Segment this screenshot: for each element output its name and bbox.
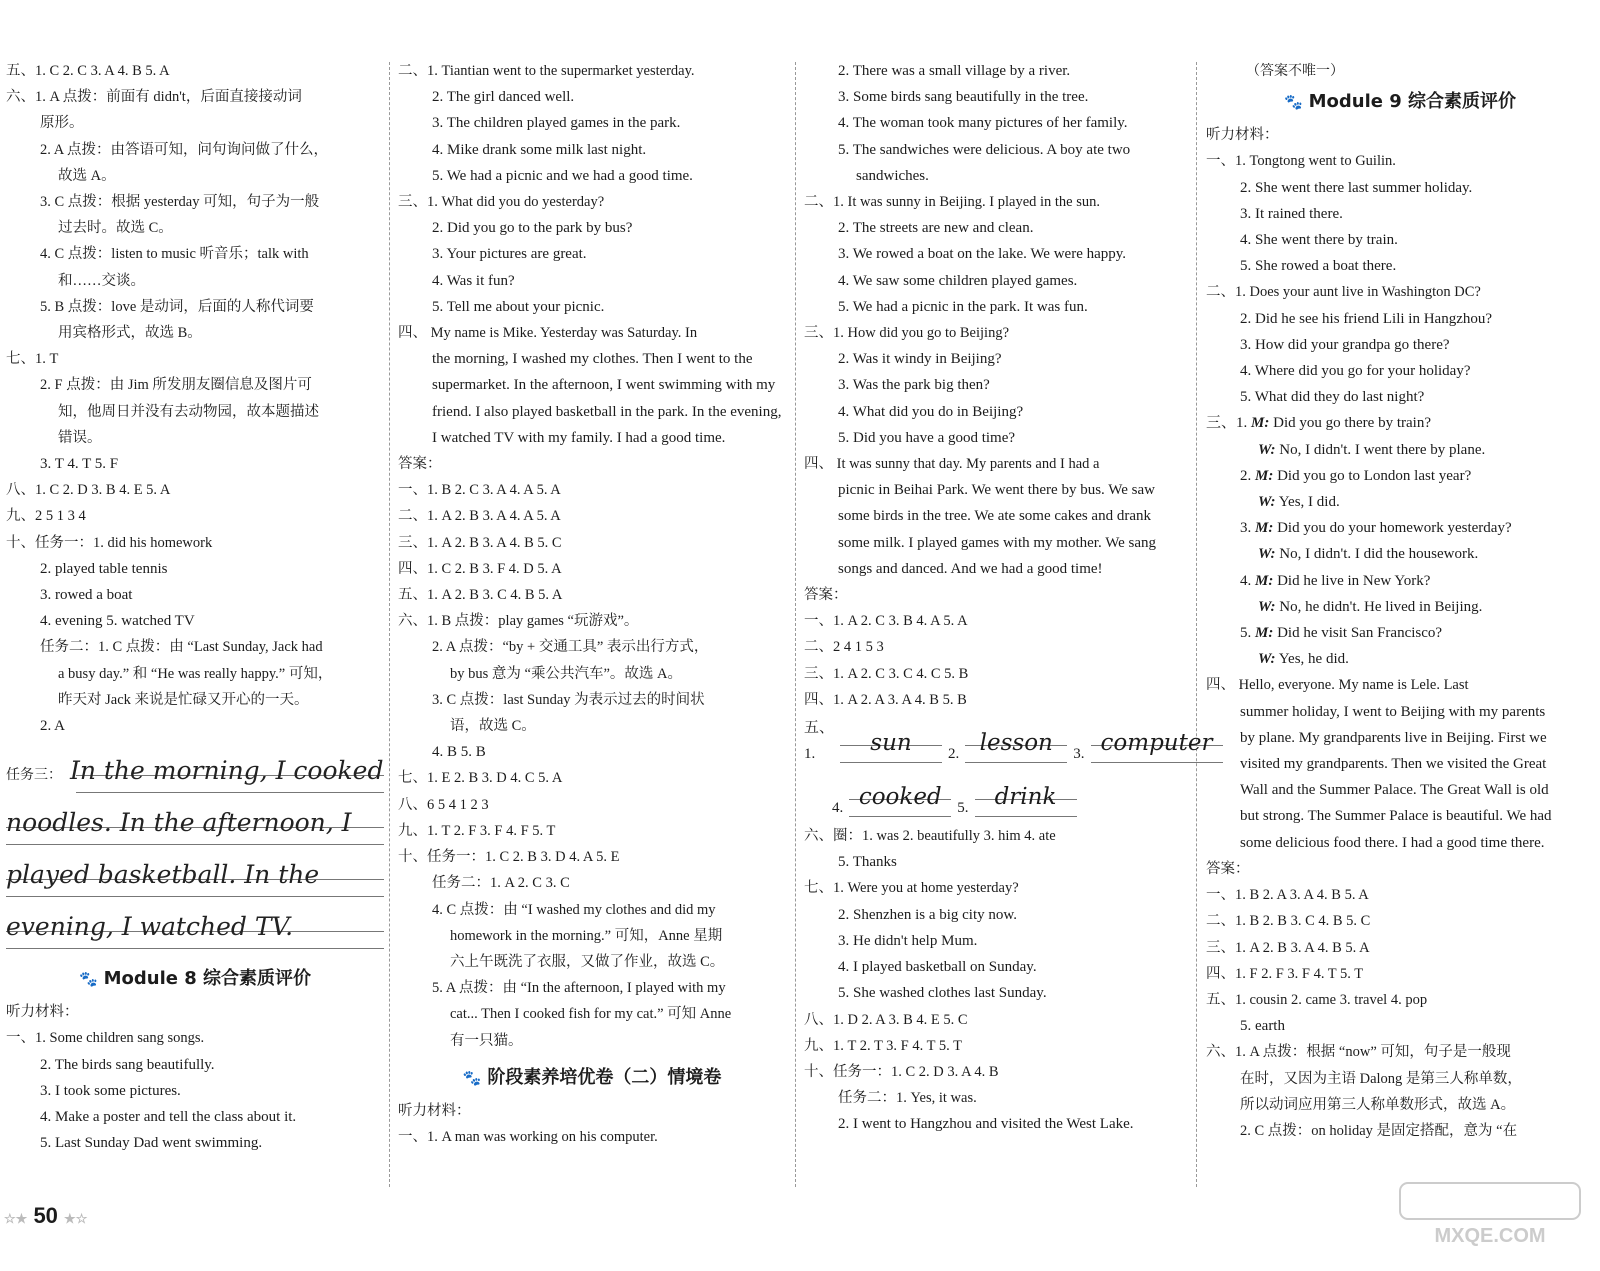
answer-line: 四、1. A 2. A 3. A 4. B 5. B xyxy=(804,691,967,708)
handwriting-word: lesson xyxy=(965,723,1067,767)
answer-line: some milk. I played games with my mother. We sang xyxy=(838,534,1157,551)
answer-column-1 xyxy=(6,58,384,1157)
answer-line: 答案： xyxy=(804,587,848,604)
handwriting-word: drink xyxy=(975,777,1077,821)
question-label: 3. xyxy=(1073,745,1085,762)
answer-line: 九、1. T 2. T 3. F 4. T 5. T xyxy=(804,1037,962,1054)
question-label: 4. xyxy=(832,799,844,816)
answer-line: 故选 A。 xyxy=(58,167,116,184)
answer-line: 2. Was it windy in Beijing? xyxy=(838,351,1002,368)
answer-line: 3. T 4. T 5. F xyxy=(40,456,119,473)
answer-line: 2. She went there last summer holiday. xyxy=(1240,179,1473,196)
answer-line: 错误。 xyxy=(58,429,102,446)
answer-line: 十、任务一：1. C 2. D 3. A 4. B xyxy=(804,1063,999,1080)
handwriting-line xyxy=(6,851,384,903)
section-title: 阶段素养培优卷（二）情境卷 xyxy=(487,1066,722,1088)
answer-line: 九、2 5 1 3 4 xyxy=(6,508,86,525)
answer-line: 4. B 5. B xyxy=(432,744,486,761)
answer-line: 五、1. C 2. C 3. A 4. B 5. A xyxy=(6,63,170,79)
answer-line: 七、1. E 2. B 3. D 4. C 5. A xyxy=(398,770,563,787)
answer-line: songs and danced. And we had a good time! xyxy=(838,560,1103,577)
answer-line: 有一只猫。 xyxy=(450,1032,523,1049)
speaker-label: M: xyxy=(1255,572,1274,589)
answer-line: 三、1. A 2. B 3. A 4. B 5. C xyxy=(398,534,562,551)
answer-line: 4. C 点拨：由 “I washed my clothes and did my xyxy=(432,901,716,918)
answer-line: 3. rowed a boat xyxy=(40,587,133,604)
speaker-label: M: xyxy=(1255,625,1274,642)
answer-line: supermarket. In the afternoon, I went swimming with my xyxy=(432,377,776,394)
answer-line: 5. earth xyxy=(1240,1018,1285,1035)
answer-line: 3. How did your grandpa go there? xyxy=(1240,336,1450,353)
answer-line: 过去时。故选 C。 xyxy=(58,220,173,237)
answer-line: 5. She washed clothes last Sunday. xyxy=(838,985,1047,1002)
answer-column-3 xyxy=(804,58,1213,1138)
answer-line: some delicious food there. I had a good time there. xyxy=(1240,834,1545,851)
answer-line: 七、1. T xyxy=(6,351,59,368)
answer-line: 5. Did you have a good time? xyxy=(838,429,1016,446)
answer-line: 所以动词应用第三人称单数形式，故选 A。 xyxy=(1240,1096,1516,1113)
answer-line: 二、2 4 1 5 3 xyxy=(804,639,884,656)
answer-line: summer holiday, I went to Beijing with my parents xyxy=(1240,703,1546,720)
answer-line: 4. evening 5. watched TV xyxy=(40,613,195,630)
answer-line: 任务二：1. A 2. C 3. C xyxy=(432,875,570,892)
answer-note: （答案不唯一） xyxy=(1246,63,1344,79)
answer-line: 任务二：1. Yes, it was. xyxy=(838,1090,977,1107)
answer-line: picnic in Beihai Park. We went there by bus. We saw xyxy=(838,482,1155,499)
answer-line: 答案： xyxy=(398,456,442,473)
task3-label: 任务三： xyxy=(6,767,62,784)
answer-line: 5. We had a picnic in the park. It was fun. xyxy=(838,298,1088,315)
column-divider xyxy=(795,62,796,1187)
dialog-text: 5. xyxy=(1240,625,1255,642)
dialog-line xyxy=(1206,620,1594,646)
star-icon: ★☆ xyxy=(64,1211,88,1226)
answer-line: 和……交谈。 xyxy=(58,272,145,289)
speaker-label: M: xyxy=(1255,520,1274,537)
dialog-text: No, I didn't. I went there by plane. xyxy=(1275,441,1486,458)
answer-line: 3. It rained there. xyxy=(1240,205,1343,222)
answer-line: 四、 My name is Mike. Yesterday was Saturday. In xyxy=(398,325,698,342)
module9-heading xyxy=(1206,88,1594,116)
speaker-label: W: xyxy=(1258,441,1276,458)
answer-line: cat... Then I cooked fish for my cat.” 可知 Anne xyxy=(450,1006,732,1023)
dialog-line xyxy=(1206,489,1594,515)
dialog-line xyxy=(1206,437,1594,463)
answer-line: friend. I also played basketball in the park. In the evening, xyxy=(432,403,782,420)
question-label: 5. xyxy=(957,799,969,816)
answer-line: 一、1. B 2. C 3. A 4. A 5. A xyxy=(398,482,561,499)
dialog-text: Did he live in New York? xyxy=(1273,572,1431,589)
answer-line: 2. A 点拨：由答语可知，问句询问做了什么， xyxy=(40,141,328,158)
answer-line: 5. A 点拨：由 “In the afternoon, I played with my xyxy=(432,980,726,997)
dialog-text: Did you go to London last year? xyxy=(1273,467,1472,484)
answer-line: 2. F 点拨：由 Jim 所发朋友圈信息及图片可 xyxy=(40,377,312,394)
speaker-label: W: xyxy=(1258,598,1276,615)
answer-line: 4. What did you do in Beijing? xyxy=(838,403,1024,420)
answer-line: 5. She rowed a boat there. xyxy=(1240,258,1397,275)
section-title: Module 9 综合素质评价 xyxy=(1308,91,1517,113)
answer-line: 语，故选 C。 xyxy=(450,718,536,735)
handwriting-text: noodles. In the afternoon, I xyxy=(6,808,352,838)
answer-line: 4. I played basketball on Sunday. xyxy=(838,959,1037,976)
answer-line: 5. Last Sunday Dad went swimming. xyxy=(40,1135,263,1152)
answer-line: but strong. The Summer Palace is beautiful. We had xyxy=(1240,808,1552,825)
answer-line: 二、1. A 2. B 3. A 4. A 5. A xyxy=(398,508,561,525)
dialog-line xyxy=(1206,463,1594,489)
dialog-text: Yes, he did. xyxy=(1275,651,1349,668)
dialog-line xyxy=(1206,515,1594,541)
answer-line: 3. C 点拨：last Sunday 为表示过去的时间状 xyxy=(432,691,705,708)
answer-line: Wall and the Summer Palace. The Great Wall is old xyxy=(1240,782,1549,799)
column-divider xyxy=(389,62,390,1187)
dialog-text: Yes, I did. xyxy=(1275,494,1340,511)
answer-line: 2. Shenzhen is a big city now. xyxy=(838,906,1017,923)
paw-icon: 🐾 xyxy=(78,970,98,989)
answer-line: 四、 Hello, everyone. My name is Lele. Last xyxy=(1206,677,1469,694)
answer-line: 六、圈：1. was 2. beautifully 3. him 4. ate xyxy=(804,828,1056,845)
page-number-text: 50 xyxy=(33,1203,58,1228)
answer-line: 知，他周日并没有去动物园，故本题描述 xyxy=(58,403,319,420)
answer-line: 2. Did you go to the park by bus? xyxy=(432,220,633,237)
section-title: Module 8 综合素质评价 xyxy=(103,968,312,990)
answer-line: I watched TV with my family. I had a good time. xyxy=(432,429,726,446)
handwriting-line xyxy=(6,799,384,851)
answer-line: visited my grandparents. Then we visited the Great xyxy=(1240,756,1547,773)
answer-line: 四、 It was sunny that day. My parents and I had a xyxy=(804,456,1100,473)
answer-line: by plane. My grandparents live in Beijing. First we xyxy=(1240,729,1547,746)
answer-line: 八、1. D 2. A 3. B 4. E 5. C xyxy=(804,1011,968,1028)
answer-line: 3. I took some pictures. xyxy=(40,1082,181,1099)
speaker-label: M: xyxy=(1251,415,1270,432)
answer-line: 三、1. What did you do yesterday? xyxy=(398,194,605,211)
answer-line: 听力材料： xyxy=(6,1004,79,1021)
page-number xyxy=(4,1203,87,1229)
module8-heading xyxy=(6,965,384,993)
answer-line: 4. We saw some children played games. xyxy=(838,272,1078,289)
answer-line: by bus 意为 “乘公共汽车”。故选 A。 xyxy=(450,665,682,682)
answer-line: 5. Tell me about your picnic. xyxy=(432,298,605,315)
question-label: 2. xyxy=(948,745,960,762)
answer-line: 3. Was the park big then? xyxy=(838,377,990,394)
answer-line: 答案： xyxy=(1206,860,1250,877)
answer-line: 五、1. A 2. B 3. C 4. B 5. A xyxy=(398,587,563,604)
answer-line: 一、1. A 2. C 3. B 4. A 5. A xyxy=(804,613,968,630)
answer-line: 3. We rowed a boat on the lake. We were happy. xyxy=(838,246,1127,263)
answer-line: 六上午既洗了衣服，又做了作业，故选 C。 xyxy=(450,953,725,970)
answer-line: 一、1. Tongtong went to Guilin. xyxy=(1206,153,1396,170)
answer-line: 二、1. Tiantian went to the supermarket yesterday. xyxy=(398,63,695,79)
answer-line: 2. The streets are new and clean. xyxy=(838,220,1034,237)
handwriting-text: played basketball. In the xyxy=(6,860,320,890)
handwriting-row xyxy=(804,769,1186,821)
answer-line: 二、1. B 2. B 3. C 4. B 5. C xyxy=(1206,913,1371,930)
stage-exam-heading xyxy=(398,1064,786,1092)
answer-line: 2. I went to Hangzhou and visited the West Lake. xyxy=(838,1116,1134,1133)
answer-line: 六、1. A 点拨：前面有 didn't，后面直接接动词 xyxy=(6,89,302,106)
answer-line: 4. The woman took many pictures of her family. xyxy=(838,115,1128,132)
handwriting-answer xyxy=(6,747,384,955)
answer-line: 二、1. It was sunny in Beijing. I played in the sun. xyxy=(804,194,1101,211)
svg-text:MXQE.COM: MXQE.COM xyxy=(1434,1225,1546,1247)
answer-line: 四、1. C 2. B 3. F 4. D 5. A xyxy=(398,560,562,577)
handwriting-row xyxy=(804,715,1213,767)
dialog-line xyxy=(1206,594,1594,620)
answer-line: 十、任务一：1. C 2. B 3. D 4. A 5. E xyxy=(398,849,620,866)
answer-line: 三、1. How did you go to Beijing? xyxy=(804,325,1010,342)
answer-line: 用宾格形式，故选 B。 xyxy=(58,325,202,342)
answer-line: 三、1. A 2. C 3. C 4. C 5. B xyxy=(804,665,969,682)
dialog-text: 4. xyxy=(1240,572,1255,589)
speaker-label: M: xyxy=(1255,467,1274,484)
answer-column-2 xyxy=(398,58,786,1150)
dialog-line xyxy=(1206,646,1594,672)
answer-line: 5. We had a picnic and we had a good time. xyxy=(432,167,693,184)
answer-line: homework in the morning.” 可知，Anne 星期 xyxy=(450,927,723,944)
answer-column-4 xyxy=(1206,58,1594,1144)
answer-line: 八、6 5 4 1 2 3 xyxy=(398,796,489,813)
answer-line: 4. Mike drank some milk last night. xyxy=(432,141,647,158)
answer-line: 4. She went there by train. xyxy=(1240,232,1398,249)
answer-line: 五、1. cousin 2. came 3. travel 4. pop xyxy=(1206,991,1428,1008)
dialog-text: No, I didn't. I did the housework. xyxy=(1275,546,1479,563)
answer-line: 5. What did they do last night? xyxy=(1240,389,1425,406)
answer-line: 四、1. F 2. F 3. F 4. T 5. T xyxy=(1206,965,1364,982)
answer-line: 4. Where did you go for your holiday? xyxy=(1240,363,1471,380)
answer-line: 在时，又因为主语 Dalong 是第三人称单数， xyxy=(1240,1070,1522,1087)
answer-line: 一、1. B 2. A 3. A 4. B 5. A xyxy=(1206,887,1369,904)
answer-line: 十、任务一：1. did his homework xyxy=(6,534,213,551)
dialog-text: Did you do your homework yesterday? xyxy=(1273,520,1512,537)
answer-line: 二、1. Does your aunt live in Washington DC? xyxy=(1206,284,1481,301)
answer-line: 3. The children played games in the park. xyxy=(432,115,681,132)
answer-line: 三、1. A 2. B 3. A 4. B 5. A xyxy=(1206,939,1370,956)
answer-line: 原形。 xyxy=(40,115,84,132)
handwriting-word: cooked xyxy=(849,777,951,821)
star-icon: ☆★ xyxy=(4,1211,28,1226)
answer-line: 2. There was a small village by a river. xyxy=(838,63,1071,79)
answer-line: 一、1. A man was working on his computer. xyxy=(398,1128,658,1145)
answer-line: 3. C 点拨：根据 yesterday 可知，句子为一般 xyxy=(40,194,320,211)
answer-line: 九、1. T 2. F 3. F 4. F 5. T xyxy=(398,822,556,839)
answer-line: 4. Make a poster and tell the class about it. xyxy=(40,1109,297,1126)
answer-line: 2. Did he see his friend Lili in Hangzhou? xyxy=(1240,310,1493,327)
dialog-text: 2. xyxy=(1240,467,1255,484)
dialog-text: 3. xyxy=(1240,520,1255,537)
answer-line: 2. The birds sang beautifully. xyxy=(40,1056,215,1073)
question-label: 五、1. xyxy=(804,719,835,762)
answer-line: sandwiches. xyxy=(856,167,929,184)
answer-line: 七、1. Were you at home yesterday? xyxy=(804,880,1019,897)
speaker-label: W: xyxy=(1258,494,1276,511)
dialog-line xyxy=(1206,568,1594,594)
answer-line: 5. Thanks xyxy=(838,854,897,871)
answer-line: 2. A 点拨：“by + 交通工具” 表示出行方式， xyxy=(432,639,709,656)
column-divider xyxy=(1196,62,1197,1187)
answer-line: 3. He didn't help Mum. xyxy=(838,932,978,949)
handwriting-text: evening, I watched TV. xyxy=(6,912,294,942)
dialog-line xyxy=(1206,541,1594,567)
paw-icon: 🐾 xyxy=(462,1068,482,1087)
answer-line: 2. A xyxy=(40,718,66,735)
watermark-logo xyxy=(1390,1179,1590,1249)
handwriting-words xyxy=(804,715,1213,821)
answer-line: 4. C 点拨：listen to music 听音乐；talk with xyxy=(40,246,309,263)
dialog-line xyxy=(1206,410,1594,436)
answer-line: 昨天对 Jack 来说是忙碌又开心的一天。 xyxy=(58,691,309,708)
dialog-text: Did he visit San Francisco? xyxy=(1273,625,1443,642)
handwriting-word: sun xyxy=(840,723,942,767)
answer-line: 2. The girl danced well. xyxy=(432,89,575,106)
answer-line: 六、1. A 点拨：根据 “now” 可知，句子是一般现 xyxy=(1206,1044,1511,1061)
handwriting-text: In the morning, I cooked xyxy=(69,756,384,786)
answer-line: 5. The sandwiches were delicious. A boy ate two xyxy=(838,141,1131,158)
dialog-text: No, he didn't. He lived in Beijing. xyxy=(1275,598,1483,615)
answer-line: 2. played table tennis xyxy=(40,560,168,577)
answer-line: 3. Some birds sang beautifully in the tree. xyxy=(838,89,1089,106)
answer-line: 3. Your pictures are great. xyxy=(432,246,587,263)
answer-line: 六、1. B 点拨：play games “玩游戏”。 xyxy=(398,613,639,630)
speaker-label: W: xyxy=(1258,651,1276,668)
handwriting-word: computer xyxy=(1091,723,1223,767)
answer-line: a busy day.” 和 “He was really happy.” 可知， xyxy=(58,665,333,682)
speaker-label: W: xyxy=(1258,546,1276,563)
answer-line: 4. Was it fun? xyxy=(432,272,515,289)
handwriting-line xyxy=(6,747,384,799)
answer-line: 听力材料： xyxy=(398,1102,471,1119)
answer-line: 5. B 点拨：love 是动词，后面的人称代词要 xyxy=(40,298,314,315)
answer-line: 2. C 点拨：on holiday 是固定搭配，意为 “在 xyxy=(1240,1122,1518,1139)
answer-line: the morning, I washed my clothes. Then I went to the xyxy=(432,351,753,368)
answer-line: 八、1. C 2. D 3. B 4. E 5. A xyxy=(6,482,171,499)
paw-icon: 🐾 xyxy=(1283,93,1303,112)
answer-line: 一、1. Some children sang songs. xyxy=(6,1030,205,1047)
answer-line: 听力材料： xyxy=(1206,127,1279,144)
handwriting-line xyxy=(6,903,384,955)
dialog-text: Did you go there by train? xyxy=(1269,415,1431,432)
answer-line: some birds in the tree. We ate some cakes and drank xyxy=(838,508,1151,525)
dialog-text: 三、1. xyxy=(1206,415,1252,432)
answer-line: 任务二：1. C 点拨：由 “Last Sunday, Jack had xyxy=(40,639,323,656)
